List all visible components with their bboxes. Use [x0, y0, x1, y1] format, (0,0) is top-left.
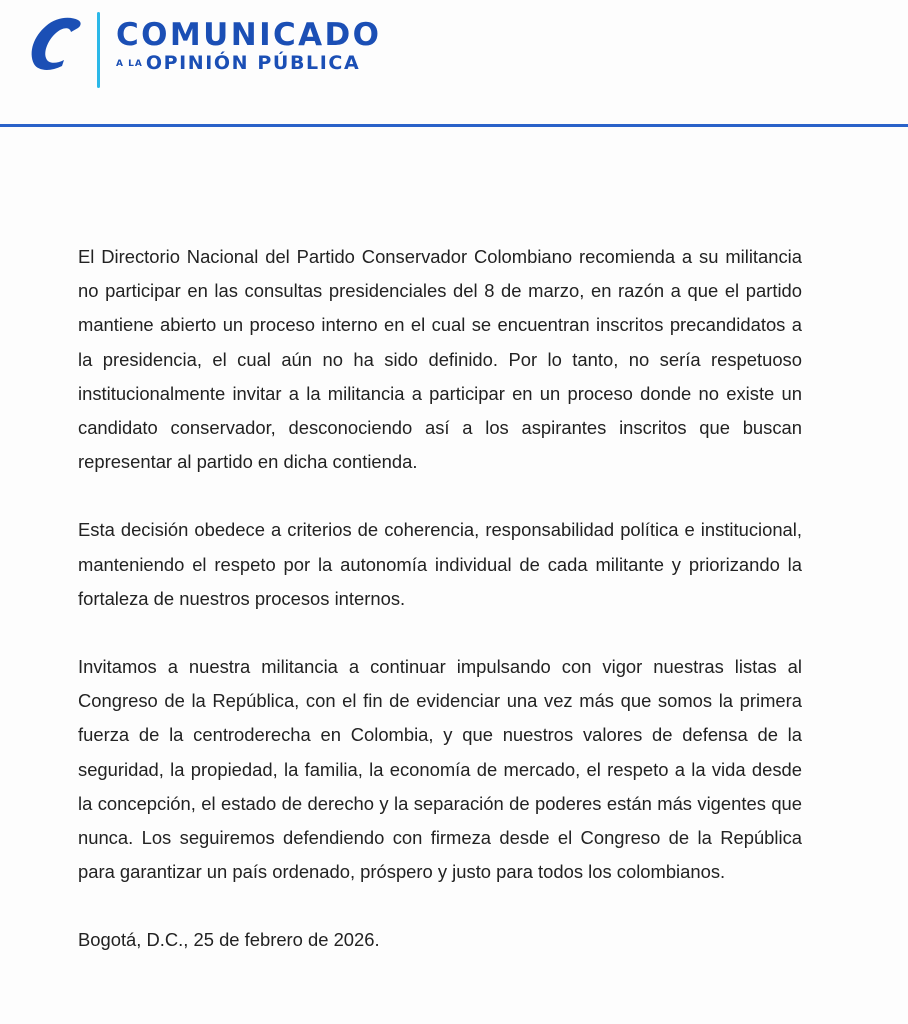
subtitle-prefix: A LA [116, 59, 143, 69]
document-header [0, 0, 908, 128]
logo-divider [97, 12, 100, 88]
communique-body [78, 240, 802, 992]
header-rule [0, 124, 908, 127]
paragraph: Esta decisión obedece a criterios de coherencia, responsabilidad política e institucional, manteniendo el respeto por la autonomía individual de cada militante y priorizando la fortaleza de nuestros procesos internos. [78, 519, 802, 609]
communique-title: COMUNICADO [116, 17, 382, 53]
paragraph: Invitamos a nuestra militancia a continuar impulsando con vigor nuestras listas al Congreso de la República, con el fin de evidenciar una vez más que somos la primera fuerza de la centroderecha en Colombia, y que nuestros valores de defensa de la seguridad, la propiedad, la familia, la economía de mercado, el respeto a la vida desde la concepción, el estado de derecho y la separación de poderes están más vigentes que nunca. Los seguiremos defendiendo con firmeza desde el Congreso de la República para garantizar un país ordenado, próspero y justo para todos los colombianos. [78, 656, 802, 883]
communique-subtitle [116, 53, 360, 74]
date-line: Bogotá, D.C., 25 de febrero de 2026. [78, 929, 380, 951]
paragraph: El Directorio Nacional del Partido Conservador Colombiano recomienda a su militancia no participar en las consultas presidenciales del 8 de marzo, en razón a que el partido mantiene abierto un proceso interno en el cual se encuentran inscritos precandidatos a la presidencia, el cual aún no ha sido definido. Por lo tanto, no sería respetuoso institucionalmente invitar a la militancia a participar en un proceso donde no existe un candidato conservador, desconociendo así a los aspirantes inscritos que buscan representar al partido en dicha contienda. [78, 246, 802, 473]
party-logo-c-icon [26, 14, 90, 74]
subtitle-main: OPINIÓN PÚBLICA [145, 52, 361, 74]
